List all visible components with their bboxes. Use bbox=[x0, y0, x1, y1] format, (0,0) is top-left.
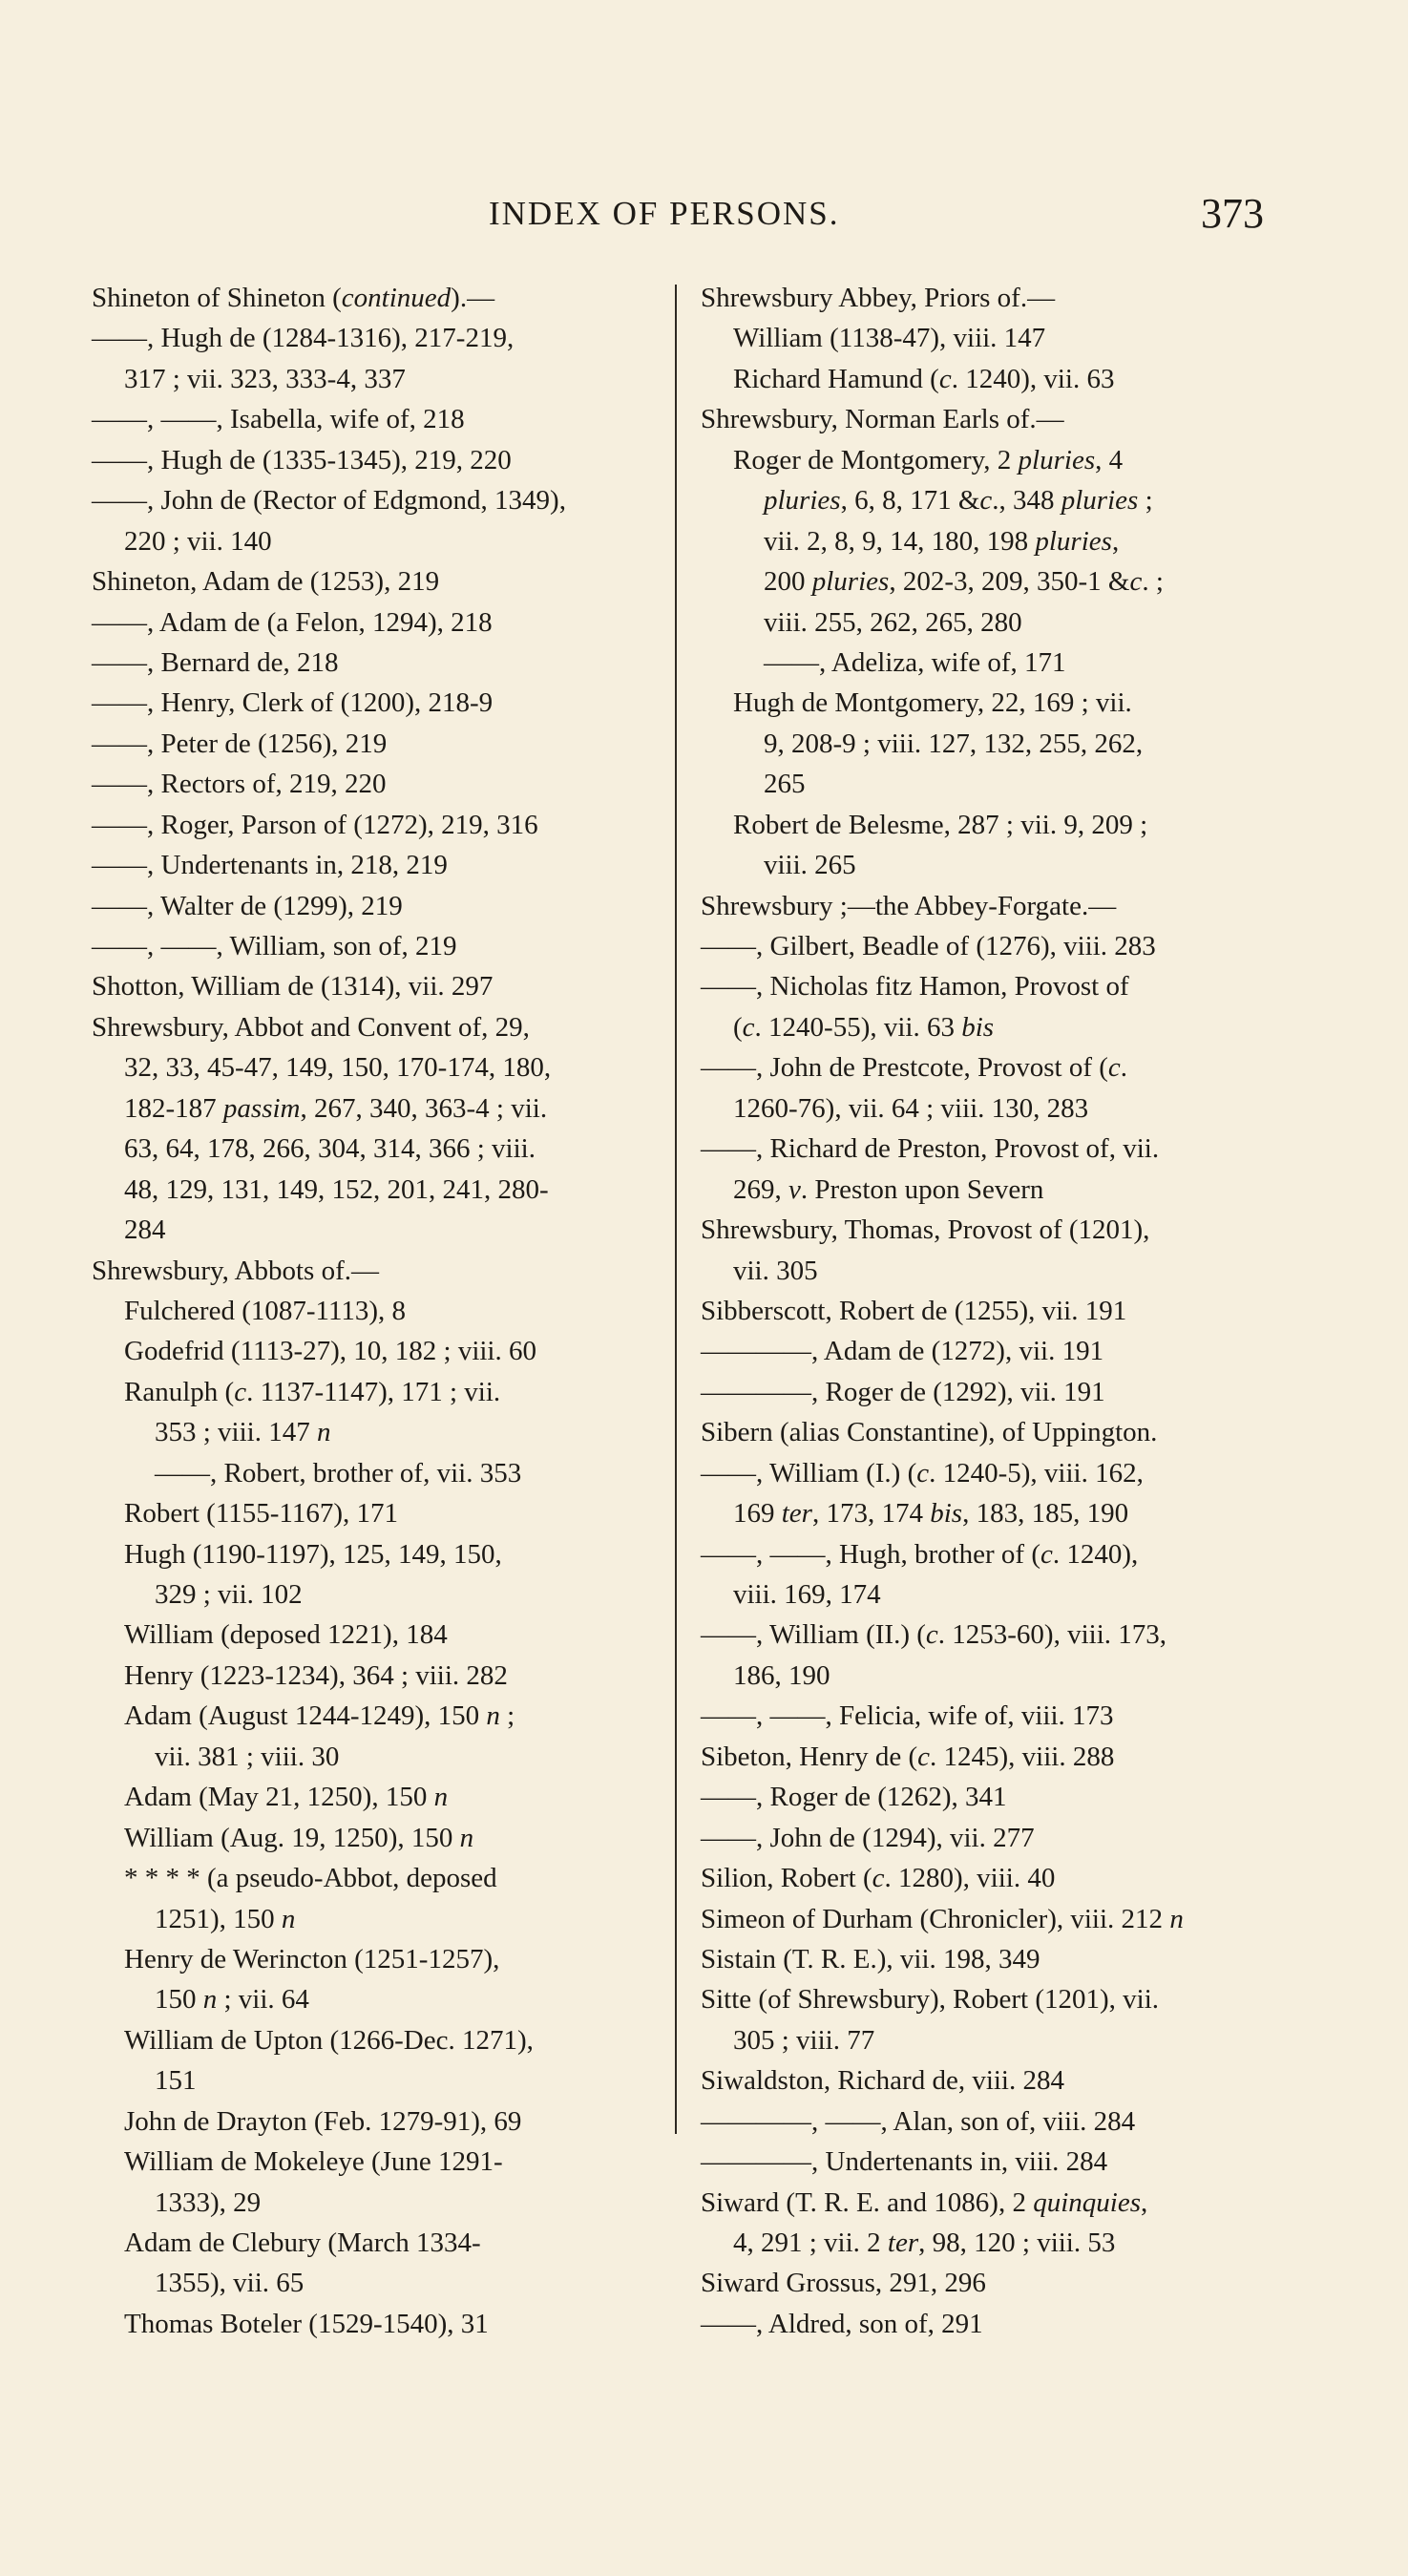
index-entry-line: Adam (May 21, 1250), 150 n bbox=[124, 1782, 449, 1813]
index-entry-line: Sibern (alias Constantine), of Uppington. bbox=[701, 1417, 1158, 1448]
index-entry-line: ——, Walter de (1299), 219 bbox=[92, 890, 403, 921]
index-entry-line: Shrewsbury, Abbots of.— bbox=[92, 1255, 380, 1286]
index-entry-line: William (Aug. 19, 1250), 150 n bbox=[124, 1822, 474, 1853]
index-entry-line: Shineton of Shineton (continued).— bbox=[92, 283, 495, 313]
index-entry-line: ——, ——, Felicia, wife of, viii. 173 bbox=[701, 1700, 1114, 1732]
index-entry-line: ——, John de Prestcote, Provost of (c. bbox=[701, 1052, 1128, 1084]
index-entry-line: Fulchered (1087-1113), 8 bbox=[124, 1295, 407, 1326]
index-entry-line: 269, v. Preston upon Severn bbox=[733, 1173, 1044, 1205]
index-entry-line: Sistain (T. R. E.), vii. 198, 349 bbox=[701, 1943, 1040, 1974]
index-entry-line: Adam (August 1244-1249), 150 n ; bbox=[124, 1700, 515, 1732]
index-entry-line: Hugh de Montgomery, 22, 169 ; vii. bbox=[733, 687, 1132, 719]
index-entry-line: Shineton, Adam de (1253), 219 bbox=[92, 566, 440, 598]
index-entry-line: Siward (T. R. E. and 1086), 2 quinquies, bbox=[701, 2186, 1148, 2218]
index-entry-line: Silion, Robert (c. 1280), viii. 40 bbox=[701, 1863, 1056, 1894]
index-entry-line: Thomas Boteler (1529-1540), 31 bbox=[124, 2308, 489, 2339]
index-entry-line: 305 ; viii. 77 bbox=[733, 2024, 875, 2056]
index-entry-line: Adam de Clebury (March 1334- bbox=[124, 2228, 481, 2258]
index-column-right bbox=[701, 278, 1273, 2344]
index-entry-line: pluries, 6, 8, 171 &c., 348 pluries ; bbox=[764, 485, 1153, 517]
index-entry-line: 151 bbox=[155, 2065, 197, 2097]
index-entry-line: 9, 208-9 ; viii. 127, 132, 255, 262, bbox=[764, 728, 1144, 759]
index-entry-line: 63, 64, 178, 266, 304, 314, 366 ; viii. bbox=[124, 1133, 536, 1165]
index-entry-line: Henry (1223-1234), 364 ; viii. 282 bbox=[124, 1659, 508, 1691]
index-entry-line: ——, Bernard de, 218 bbox=[92, 646, 339, 678]
index-entry-line: Hugh (1190-1197), 125, 149, 150, bbox=[124, 1538, 502, 1570]
index-entry-line: Sibeton, Henry de (c. 1245), viii. 288 bbox=[701, 1741, 1115, 1772]
index-entry-line: ——, Roger, Parson of (1272), 219, 316 bbox=[92, 809, 538, 840]
index-entry-line: vii. 305 bbox=[733, 1255, 818, 1286]
index-entry-line: ——, Rectors of, 219, 220 bbox=[92, 769, 387, 800]
index-entry-line: William (deposed 1221), 184 bbox=[124, 1619, 448, 1651]
index-entry-line: 1333), 29 bbox=[155, 2186, 262, 2218]
index-entry-line: vii. 2, 8, 9, 14, 180, 198 pluries, bbox=[764, 525, 1120, 557]
index-entry-line: Siwaldston, Richard de, viii. 284 bbox=[701, 2065, 1064, 2097]
index-entry-line: ————, Adam de (1272), vii. 191 bbox=[701, 1336, 1104, 1367]
index-entry-line: 329 ; vii. 102 bbox=[155, 1579, 303, 1610]
index-entry-line: 284 bbox=[124, 1214, 166, 1246]
index-entry-line: ——, Aldred, son of, 291 bbox=[701, 2308, 983, 2339]
index-column-left bbox=[92, 278, 657, 2344]
index-entry-line: Ranulph (c. 1137-1147), 171 ; vii. bbox=[124, 1376, 501, 1407]
index-entry-line: * * * * (a pseudo-Abbot, deposed bbox=[124, 1863, 497, 1894]
index-entry-line: (c. 1240-55), vii. 63 bis bbox=[733, 1011, 995, 1043]
index-entry-line: John de Drayton (Feb. 1279-91), 69 bbox=[124, 2105, 522, 2137]
index-entry-line: ——, ——, Hugh, brother of (c. 1240), bbox=[701, 1538, 1139, 1570]
index-entry-line: ——, William (II.) (c. 1253-60), viii. 173, bbox=[701, 1619, 1167, 1651]
index-entry-line: Shrewsbury, Norman Earls of.— bbox=[701, 404, 1064, 435]
index-entry-line: 1355), vii. 65 bbox=[155, 2268, 305, 2299]
index-entry-line: Shrewsbury Abbey, Priors of.— bbox=[701, 283, 1056, 313]
index-entry-line: 317 ; vii. 323, 333-4, 337 bbox=[124, 363, 406, 394]
index-entry-line: William (1138-47), viii. 147 bbox=[733, 323, 1046, 354]
index-entry-line: 48, 129, 131, 149, 152, 201, 241, 280- bbox=[124, 1173, 549, 1205]
index-entry-line: ——, ——, William, son of, 219 bbox=[92, 931, 457, 961]
index-entry-line: 1260-76), vii. 64 ; viii. 130, 283 bbox=[733, 1092, 1089, 1124]
index-entry-line: viii. 265 bbox=[764, 850, 856, 881]
index-entry-line: Robert (1155-1167), 171 bbox=[124, 1498, 398, 1530]
index-entry-line: Shrewsbury, Thomas, Provost of (1201), bbox=[701, 1214, 1150, 1246]
page-number: 373 bbox=[1201, 190, 1264, 237]
index-entry-line: 200 pluries, 202-3, 209, 350-1 &c. ; bbox=[764, 566, 1164, 598]
index-entry-line: Godefrid (1113-27), 10, 182 ; viii. 60 bbox=[124, 1336, 536, 1367]
index-entry-line: 220 ; vii. 140 bbox=[124, 525, 272, 557]
index-entry-line: ——, Adam de (a Felon, 1294), 218 bbox=[92, 606, 493, 638]
column-rule bbox=[675, 285, 677, 2134]
index-entry-line: ————, Roger de (1292), vii. 191 bbox=[701, 1376, 1105, 1407]
index-entry-line: William de Mokeleye (June 1291- bbox=[124, 2146, 503, 2178]
index-entry-line: 4, 291 ; vii. 2 ter, 98, 120 ; viii. 53 bbox=[733, 2228, 1116, 2258]
index-entry-line: ——, Roger de (1262), 341 bbox=[701, 1782, 1007, 1813]
index-entry-line: ——, John de (1294), vii. 277 bbox=[701, 1822, 1035, 1853]
index-entry-line: ——, Undertenants in, 218, 219 bbox=[92, 850, 448, 881]
index-entry-line: 353 ; viii. 147 n bbox=[155, 1417, 331, 1448]
index-entry-line: 150 n ; vii. 64 bbox=[155, 1984, 309, 2016]
index-entry-line: Henry de Werincton (1251-1257), bbox=[124, 1943, 500, 1974]
index-entry-line: ——, William (I.) (c. 1240-5), viii. 162, bbox=[701, 1457, 1144, 1489]
index-entry-line: Roger de Montgomery, 2 pluries, 4 bbox=[733, 444, 1124, 475]
index-entry-line: Simeon of Durham (Chronicler), viii. 212 n bbox=[701, 1903, 1184, 1934]
index-entry-line: viii. 255, 262, 265, 280 bbox=[764, 606, 1022, 638]
index-entry-line: Shrewsbury, Abbot and Convent of, 29, bbox=[92, 1011, 530, 1043]
index-entry-line: ——, Adeliza, wife of, 171 bbox=[764, 646, 1066, 678]
index-entry-line: ————, Undertenants in, viii. 284 bbox=[701, 2146, 1108, 2178]
index-entry-line: ——, Gilbert, Beadle of (1276), viii. 283 bbox=[701, 931, 1156, 961]
index-entry-line: Richard Hamund (c. 1240), vii. 63 bbox=[733, 363, 1115, 394]
index-entry-line: Siward Grossus, 291, 296 bbox=[701, 2268, 986, 2299]
index-entry-line: Sibberscott, Robert de (1255), vii. 191 bbox=[701, 1295, 1127, 1326]
index-entry-line: Sitte (of Shrewsbury), Robert (1201), vii. bbox=[701, 1984, 1160, 2016]
index-entry-line: 186, 190 bbox=[733, 1659, 830, 1691]
index-entry-line: ——, Richard de Preston, Provost of, vii. bbox=[701, 1133, 1160, 1165]
index-entry-line: 1251), 150 n bbox=[155, 1903, 296, 1934]
index-entry-line: 169 ter, 173, 174 bis, 183, 185, 190 bbox=[733, 1498, 1129, 1530]
index-entry-line: ——, Hugh de (1335-1345), 219, 220 bbox=[92, 444, 512, 475]
index-entry-line: Shotton, William de (1314), vii. 297 bbox=[92, 971, 494, 1003]
index-entry-line: vii. 381 ; viii. 30 bbox=[155, 1741, 340, 1772]
index-entry-line: ——, John de (Rector of Edgmond, 1349), bbox=[92, 485, 566, 517]
index-entry-line: Robert de Belesme, 287 ; vii. 9, 209 ; bbox=[733, 809, 1148, 840]
index-entry-line: ——, Robert, brother of, vii. 353 bbox=[155, 1457, 522, 1489]
index-entry-line: 32, 33, 45-47, 149, 150, 170-174, 180, bbox=[124, 1052, 552, 1084]
index-entry-line: ————, ——, Alan, son of, viii. 284 bbox=[701, 2105, 1136, 2137]
running-head: INDEX OF PERSONS. bbox=[489, 195, 840, 232]
index-entry-line: 265 bbox=[764, 769, 806, 800]
index-entry-line: viii. 169, 174 bbox=[733, 1579, 881, 1610]
index-entry-line: 182-187 passim, 267, 340, 363-4 ; vii. bbox=[124, 1092, 548, 1124]
index-entry-line: ——, Henry, Clerk of (1200), 218-9 bbox=[92, 687, 494, 719]
index-entry-line: ——, Peter de (1256), 219 bbox=[92, 728, 388, 759]
index-entry-line: ——, Nicholas fitz Hamon, Provost of bbox=[701, 971, 1129, 1003]
index-entry-line: ——, ——, Isabella, wife of, 218 bbox=[92, 404, 465, 435]
index-entry-line: William de Upton (1266-Dec. 1271), bbox=[124, 2024, 534, 2056]
index-entry-line: ——, Hugh de (1284-1316), 217-219, bbox=[92, 323, 515, 354]
index-entry-line: Shrewsbury ;—the Abbey-Forgate.— bbox=[701, 890, 1117, 921]
